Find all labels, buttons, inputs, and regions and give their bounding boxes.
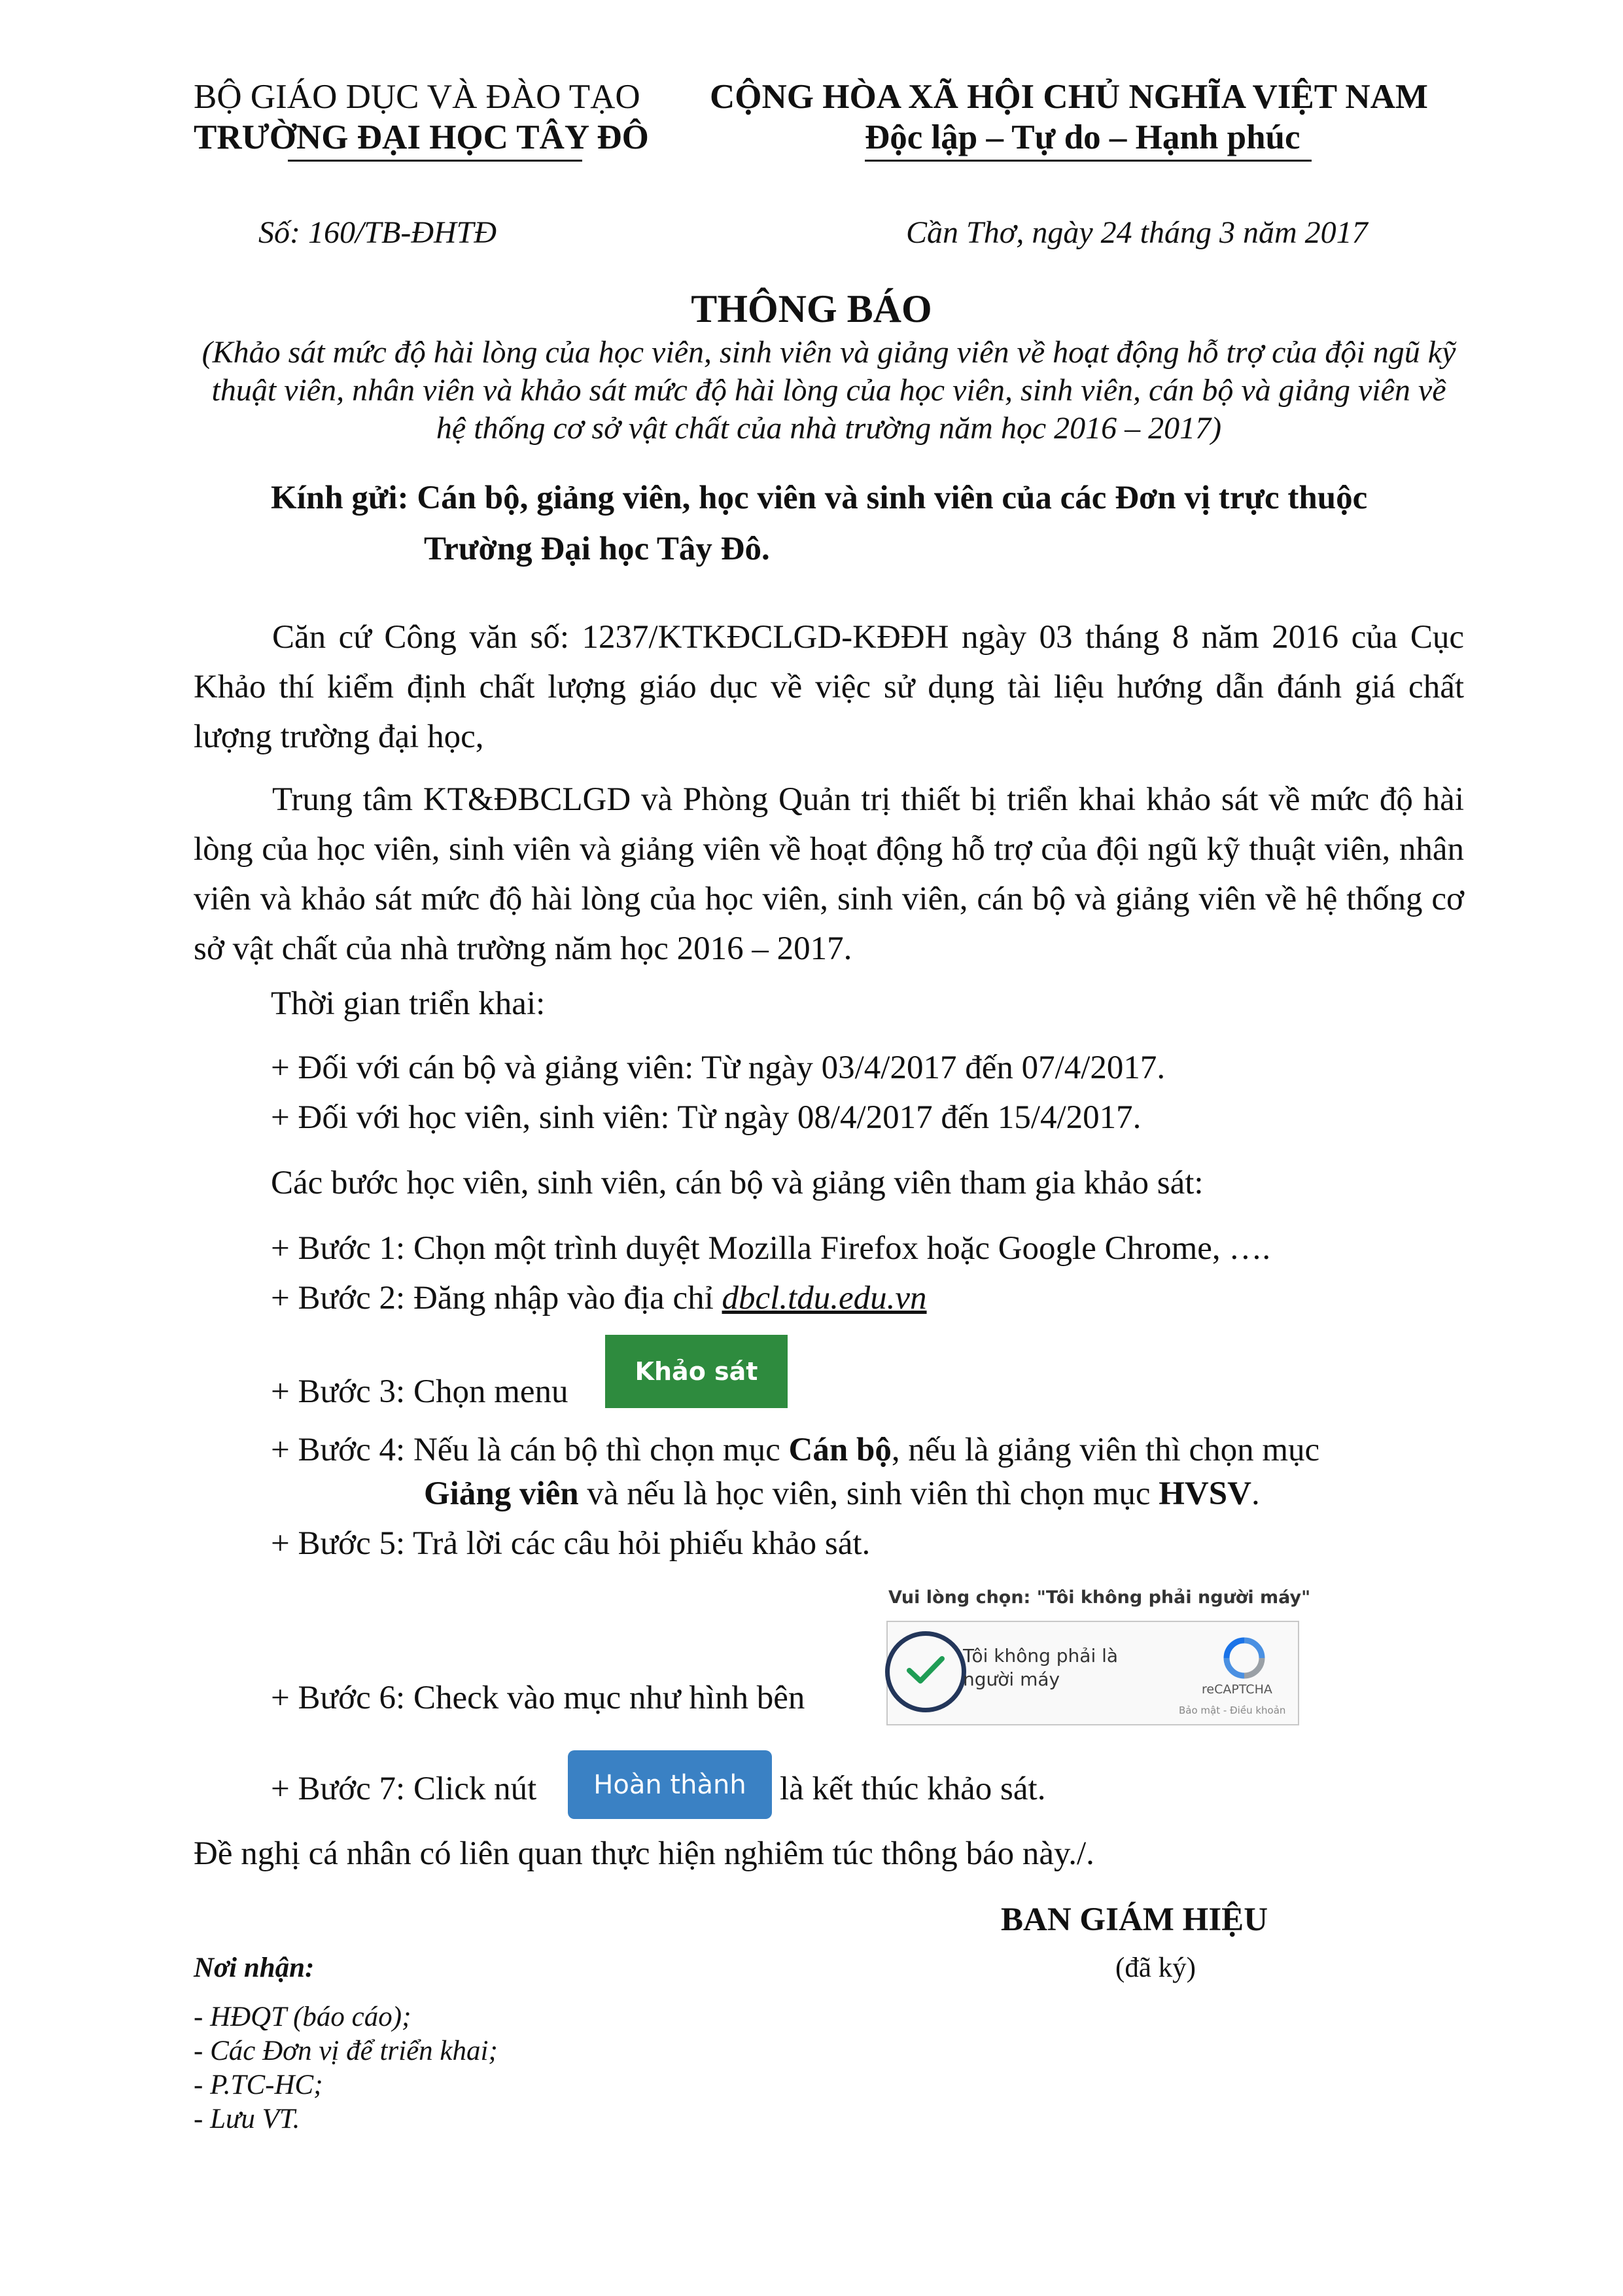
paragraph-legal-basis — [194, 612, 1464, 762]
closing-statement: Đề nghị cá nhân có liên quan thực hiện nghiêm túc thông báo này./. — [194, 1835, 1094, 1872]
captcha-widget — [886, 1621, 1299, 1725]
step-4-text-a: + Bước 4: Nếu là cán bộ thì chọn mục — [271, 1432, 789, 1468]
signature-org: BAN GIÁM HIỆU — [1001, 1901, 1268, 1938]
signature-status: (đã ký) — [1115, 1952, 1196, 1983]
step-4-option-staff: Cán bộ — [788, 1432, 892, 1468]
document-number: Số: 160/TB-ĐHTĐ — [258, 215, 497, 250]
step-7-prefix: + Bước 7: Click nút — [271, 1771, 537, 1807]
finish-button[interactable]: Hoàn thành — [568, 1750, 772, 1819]
place-date: Cần Thơ, ngày 24 tháng 3 năm 2017 — [906, 215, 1368, 250]
step-4-option-students: HVSV — [1159, 1475, 1251, 1512]
distribution-item: - P.TC-HC; — [194, 2070, 323, 2100]
distribution-label-text: Nơi nhận — [194, 1952, 305, 1983]
step-6: + Bước 6: Check vào mục như hình bên — [271, 1680, 805, 1716]
step-4-text-g: . — [1251, 1475, 1260, 1512]
recipients-line-1: Kính gửi: Cán bộ, giảng viên, học viên và sinh viên của các Đơn vị trực thuộc — [271, 480, 1368, 516]
step-4-continued — [424, 1475, 1260, 1513]
distribution-item: - HĐQT (báo cáo); — [194, 2002, 411, 2032]
step-5: + Bước 5: Trả lời các câu hỏi phiếu khảo sát. — [271, 1525, 871, 1562]
step-4-text-c: , nếu là giảng viên thì chọn mục — [891, 1432, 1320, 1468]
paragraph-legal-basis-text: Căn cứ Công văn số: 1237/KTKĐCLGD-KĐĐH ngày 03 tháng 8 năm 2016 của Cục Khảo thí kiểm định chất lượng giáo dục về việc sử dụng tài liệu hướng dẫn đánh giá chất lượng trường đại học, — [194, 619, 1464, 755]
step-3: + Bước 3: Chọn menu — [271, 1373, 568, 1410]
captcha-label: Tôi không phải là người máy — [963, 1645, 1119, 1690]
captcha-instruction: Vui lòng chọn: "Tôi không phải người máy" — [888, 1587, 1311, 1608]
time-label: Thời gian triển khai: — [271, 985, 546, 1022]
paragraph-purpose — [194, 775, 1464, 974]
step-4 — [271, 1425, 1464, 1475]
step-2-text: + Bước 2: Đăng nhập vào địa chỉ — [271, 1280, 722, 1316]
distribution-label: Nơi nhận: — [194, 1952, 315, 1983]
country-name: CỘNG HÒA XÃ HỘI CHỦ NGHĨA VIỆT NAM — [710, 78, 1428, 116]
ministry-name: BỘ GIÁO DỤC VÀ ĐÀO TẠO — [194, 78, 640, 116]
survey-url-link[interactable]: dbcl.tdu.edu.vn — [722, 1280, 927, 1316]
step-7-suffix: là kết thúc khảo sát. — [780, 1771, 1046, 1807]
distribution-item: - Lưu VT. — [194, 2104, 300, 2134]
document-title: THÔNG BÁO — [691, 287, 932, 330]
survey-menu-button[interactable]: Khảo sát — [605, 1335, 788, 1408]
paragraph-purpose-text: Trung tâm KT&ĐBCLGD và Phòng Quản trị thiết bị triển khai khảo sát về mức độ hài lòng của học viên, sinh viên và giảng viên về hoạt động hỗ trợ của đội ngũ kỹ thuật viên, nhân viên và khảo sát mức độ hài lòng của học viên, sinh viên, cán bộ và giảng viên về hệ thống cơ sở vật chất của nhà trường năm học 2016 – 2017. — [194, 781, 1464, 967]
motto-underline — [865, 160, 1312, 162]
checkmark-icon[interactable] — [906, 1653, 945, 1686]
step-4-option-lecturer: Giảng viên — [424, 1475, 579, 1512]
steps-label: Các bước học viên, sinh viên, cán bộ và giảng viên tham gia khảo sát: — [271, 1165, 1204, 1201]
school-name: TRƯỜNG ĐẠI HỌC TÂY ĐÔ — [194, 118, 649, 156]
step-1: + Bước 1: Chọn một trình duyệt Mozilla Firefox hoặc Google Chrome, …. — [271, 1230, 1271, 1267]
recaptcha-brand: reCAPTCHA — [1202, 1682, 1272, 1697]
recaptcha-terms[interactable]: Bảo mật - Điều khoản — [1179, 1704, 1286, 1716]
recipients-line-2: Trường Đại học Tây Đô. — [424, 531, 770, 567]
time-staff: + Đối với cán bộ và giảng viên: Từ ngày 03/4/2017 đến 07/4/2017. — [271, 1050, 1166, 1086]
step-4-text-e: và nếu là học viên, sinh viên thì chọn mục — [578, 1475, 1159, 1512]
step-2 — [271, 1279, 927, 1317]
recaptcha-logo-icon — [1221, 1635, 1267, 1681]
distribution-item: - Các Đơn vị để triển khai; — [194, 2036, 498, 2066]
document-subtitle: (Khảo sát mức độ hài lòng của học viên, sinh viên và giảng viên về hoạt động hỗ trợ của đội ngũ kỹ thuật viên, nhân viên và khảo sát mức độ hài lòng của học viên, sinh viên, cán bộ và giảng viên về hệ thống cơ sở vật chất của nhà trường năm học 2016 – 2017) — [201, 335, 1456, 446]
time-students: + Đối với học viên, sinh viên: Từ ngày 08/4/2017 đến 15/4/2017. — [271, 1099, 1142, 1136]
school-underline — [288, 160, 582, 162]
motto: Độc lập – Tự do – Hạnh phúc — [865, 118, 1300, 156]
